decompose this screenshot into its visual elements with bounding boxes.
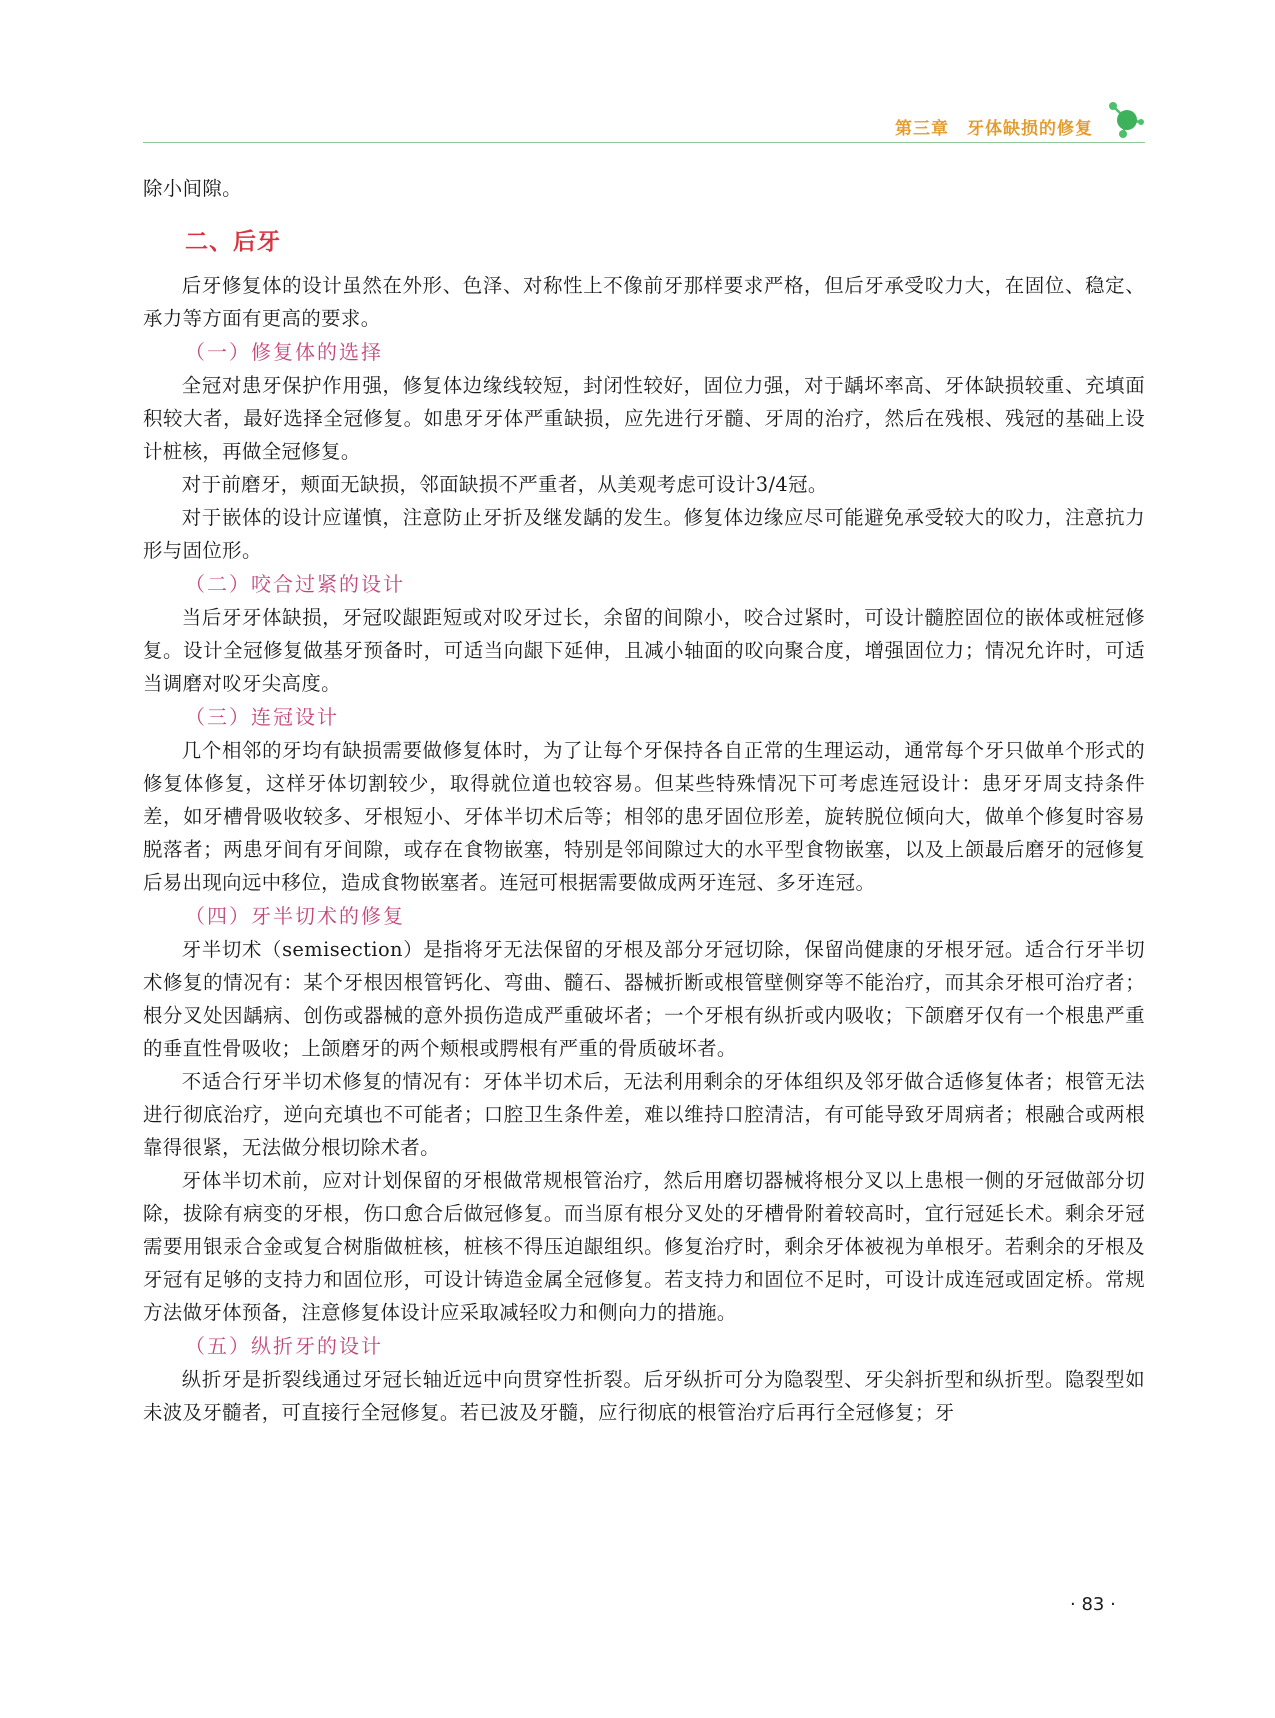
continuation-paragraph: 除小间隙。 [143,177,242,200]
paragraph: 几个相邻的牙均有缺损需要做修复体时，为了让每个牙保持各自正常的生理运动，通常每个牙只做单个形式的修复体修复，这样牙体切割较少，取得就位道也较容易。但某些特殊情况下可考虑连冠设计：患牙牙周支持条件差，如牙槽骨吸收较多、牙根短小、牙体半切术后等；相邻的患牙固位形差，旋转脱位倾向大，做单个修复时容易脱落者；两患牙间有牙间隙，或存在食物嵌塞，特别是邻间隙过大的水平型食物嵌塞，以及上颌最后磨牙的冠修复后易出现向远中移位，造成食物嵌塞者。连冠可根据需要做成两牙连冠、多牙连冠。 [143,739,1145,894]
subheading-vertical-fracture: （五）纵折牙的设计 [185,1334,383,1358]
running-header [143,104,1145,144]
paragraph: 对于前磨牙，颊面无缺损，邻面缺损不严重者，从美观考虑可设计3/4冠。 [181,473,828,496]
paragraph: 牙半切术（semisection）是指将牙无法保留的牙根及部分牙冠切除，保留尚健康的牙根牙冠。适合行牙半切术修复的情况有：某个牙根因根管钙化、弯曲、髓石、器械折断或根管壁侧穿等不能治疗，而其余牙根可治疗者；根分叉处因龋病、创伤或器械的意外损伤造成严重破坏者；一个牙根有纵折或内吸收；下颌磨牙仅有一个根患严重的垂直性骨吸收；上颌磨牙的两个颊根或腭根有严重的骨质破坏者。 [143,938,1145,1060]
intro-paragraph: 后牙修复体的设计虽然在外形、色泽、对称性上不像前牙那样要求严格，但后牙承受㕮力大，在固位、稳定、承力等方面有更高的要求。 [143,274,1145,330]
paragraph: 对于嵌体的设计应谨慎，注意防止牙折及继发龋的发生。修复体边缘应尽可能避免承受较大的㕮力，注意抗力形与固位形。 [143,506,1145,562]
paragraph: 不适合行牙半切术修复的情况有：牙体半切术后，无法利用剩余的牙体组织及邻牙做合适修复体者；根管无法进行彻底治疗，逆向充填也不可能者；口腔卫生条件差，难以维持口腔清洁，有可能导致牙周病者；根融合或两根靠得很紧，无法做分根切除术者。 [143,1070,1145,1159]
header-chapter-title: 牙体缺损的修复 [967,119,1093,139]
paragraph: 全冠对患牙保护作用强，修复体边缘线较短，封闭性较好，固位力强，对于龋坏率高、牙体缺损较重、充填面积较大者，最好选择全冠修复。如患牙牙体严重缺损，应先进行牙髓、牙周的治疗，然后在残根、残冠的基础上设计桩核，再做全冠修复。 [143,374,1145,463]
page-content [143,172,1145,1429]
header-rule [143,142,1145,143]
header-chapter: 第三章 [895,119,949,139]
paragraph: 当后牙牙体缺损，牙冠㕮龈距短或对㕮牙过长，余留的间隙小，咬合过紧时，可设计髓腔固位的嵌体或桩冠修复。设计全冠修复做基牙预备时，可适当向龈下延伸，且减小轴面的㕮向聚合度，增强固位力；情况允许时，可适当调磨对㕮牙尖高度。 [143,606,1145,695]
subheading-splinted-crowns: （三）连冠设计 [185,705,339,729]
paragraph: 牙体半切术前，应对计划保留的牙根做常规根管治疗，然后用磨切器械将根分叉以上患根一侧的牙冠做部分切除，拔除有病变的牙根，伤口愈合后做冠修复。而当原有根分叉处的牙槽骨附着较高时，宜行冠延长术。剩余牙冠需要用银汞合金或复合树脂做桩核，桩核不得压迫龈组织。修复治疗时，剩余牙体被视为单根牙。若剩余的牙根及牙冠有足够的支持力和固位形，可设计铸造金属全冠修复。若支持力和固位不足时，可设计成连冠或固定桥。常规方法做牙体预备，注意修复体设计应采取减轻㕮力和侧向力的措施。 [143,1169,1145,1324]
paragraph: 纵折牙是折裂线通过牙冠长轴近远中向贯穿性折裂。后牙纵折可分为隐裂型、牙尖斜折型和纵折型。隐裂型如未波及牙髓者，可直接行全冠修复。若已波及牙髓，应行彻底的根管治疗后再行全冠修复；牙 [143,1368,1145,1424]
subheading-hemisection: （四）牙半切术的修复 [185,904,405,928]
molecule-icon [1103,100,1149,144]
subheading-restoration-choice: （一）修复体的选择 [185,340,383,364]
page-number: · 83 · [1070,1594,1116,1615]
subheading-tight-occlusion: （二）咬合过紧的设计 [185,572,405,596]
header-title [895,114,1093,139]
section-title: 二、后牙 [185,229,281,255]
